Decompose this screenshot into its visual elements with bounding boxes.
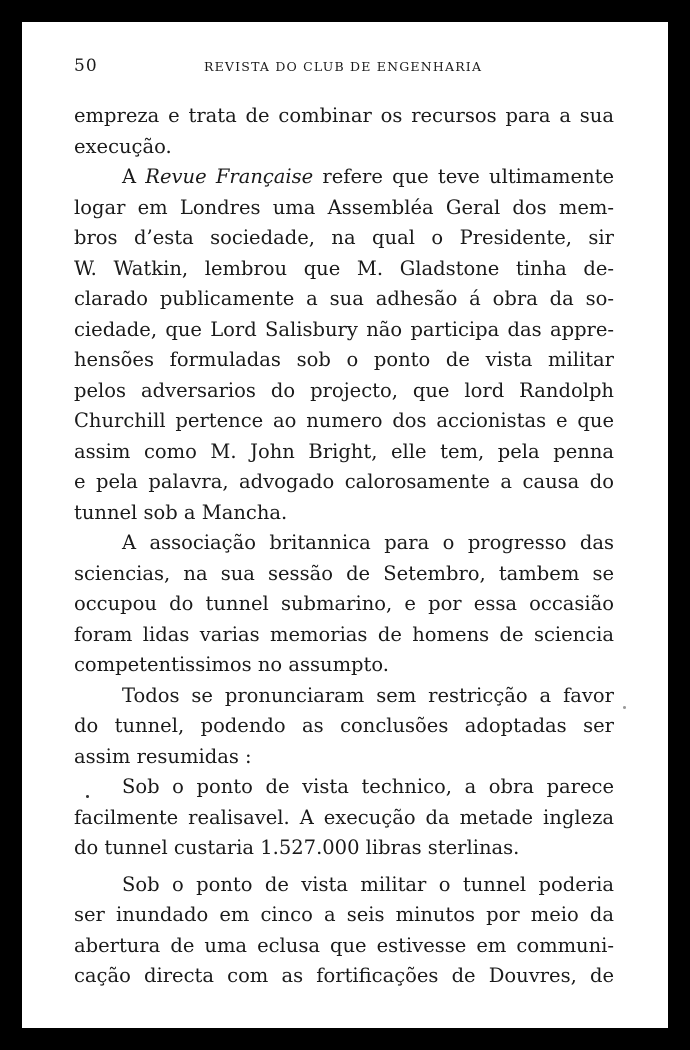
text-line <box>74 162 614 193</box>
text-line: assim resumidas : <box>74 744 252 768</box>
text-fragment: A <box>122 165 146 188</box>
text-line: A associação britannica para o progresso das <box>122 531 614 554</box>
body-text <box>74 101 614 992</box>
running-title: REVISTA DO CLUB DE ENGENHARIA <box>204 59 483 74</box>
text-line: cação directa com as fortificações de Douvres, de <box>74 964 614 987</box>
stray-print-mark <box>623 706 626 709</box>
text-line: Sob o ponto de vista militar o tunnel poderia <box>122 872 614 896</box>
text-line: sciencias, na sua sessão de Setembro, tambem se <box>74 561 614 585</box>
text-line: bros d’esta sociedade, na qual o Presidente, sir <box>74 226 614 249</box>
journal-title: Revue Française <box>145 165 314 188</box>
text-line: do tunnel, podendo as conclusões adoptadas ser <box>74 714 614 737</box>
text-line: pelos adversarios do projecto, que lord Randolph <box>74 378 614 402</box>
text-line: ciedade, que Lord Salisbury não participa das appre- <box>74 317 614 341</box>
text-line: occupou do tunnel submarino, e por essa occasião <box>74 592 614 615</box>
book-page <box>22 22 668 1028</box>
text-line: empreza e trata de combinar os recursos para a sua <box>74 104 614 127</box>
page-header <box>74 56 614 80</box>
text-fragment: refere que teve ultimamente <box>313 165 614 188</box>
page-number: 50 <box>74 56 98 76</box>
text-line: clarado publicamente a sua adhesão á obra da so- <box>74 287 614 310</box>
text-line: foram lidas varias memorias de homens de sciencia <box>74 622 614 646</box>
text-line: abertura de uma eclusa que estivesse em communi- <box>74 933 614 957</box>
text-line: logar em Londres uma Assembléa Geral dos mem- <box>74 195 614 219</box>
text-line: do tunnel custaria 1.527.000 libras sterlinas. <box>74 836 520 859</box>
text-line: facilmente realisavel. A execução da metade ingleza <box>74 805 614 829</box>
text-line: assim como M. John Bright, elle tem, pela penna <box>74 439 614 463</box>
text-line: execução. <box>74 134 172 158</box>
text-line: ser inundado em cinco a seis minutos por meio da <box>74 903 614 926</box>
text-line: Churchill pertence ao numero dos accionistas e que <box>74 409 614 432</box>
text-line: hensões formuladas sob o ponto de vista militar <box>74 348 614 371</box>
text-line: W. Watkin, lembrou que M. Gladstone tinha de- <box>74 256 614 280</box>
text-line: Todos se pronunciaram sem restricção a favor <box>122 683 614 707</box>
text-line: e pela palavra, advogado calorosamente a causa do <box>74 470 614 493</box>
text-line: Sob o ponto de vista technico, a obra parece <box>122 775 614 798</box>
stray-print-mark <box>86 795 89 798</box>
text-line: tunnel sob a Mancha. <box>74 500 288 524</box>
text-line: competentissimos no assumpto. <box>74 653 389 676</box>
